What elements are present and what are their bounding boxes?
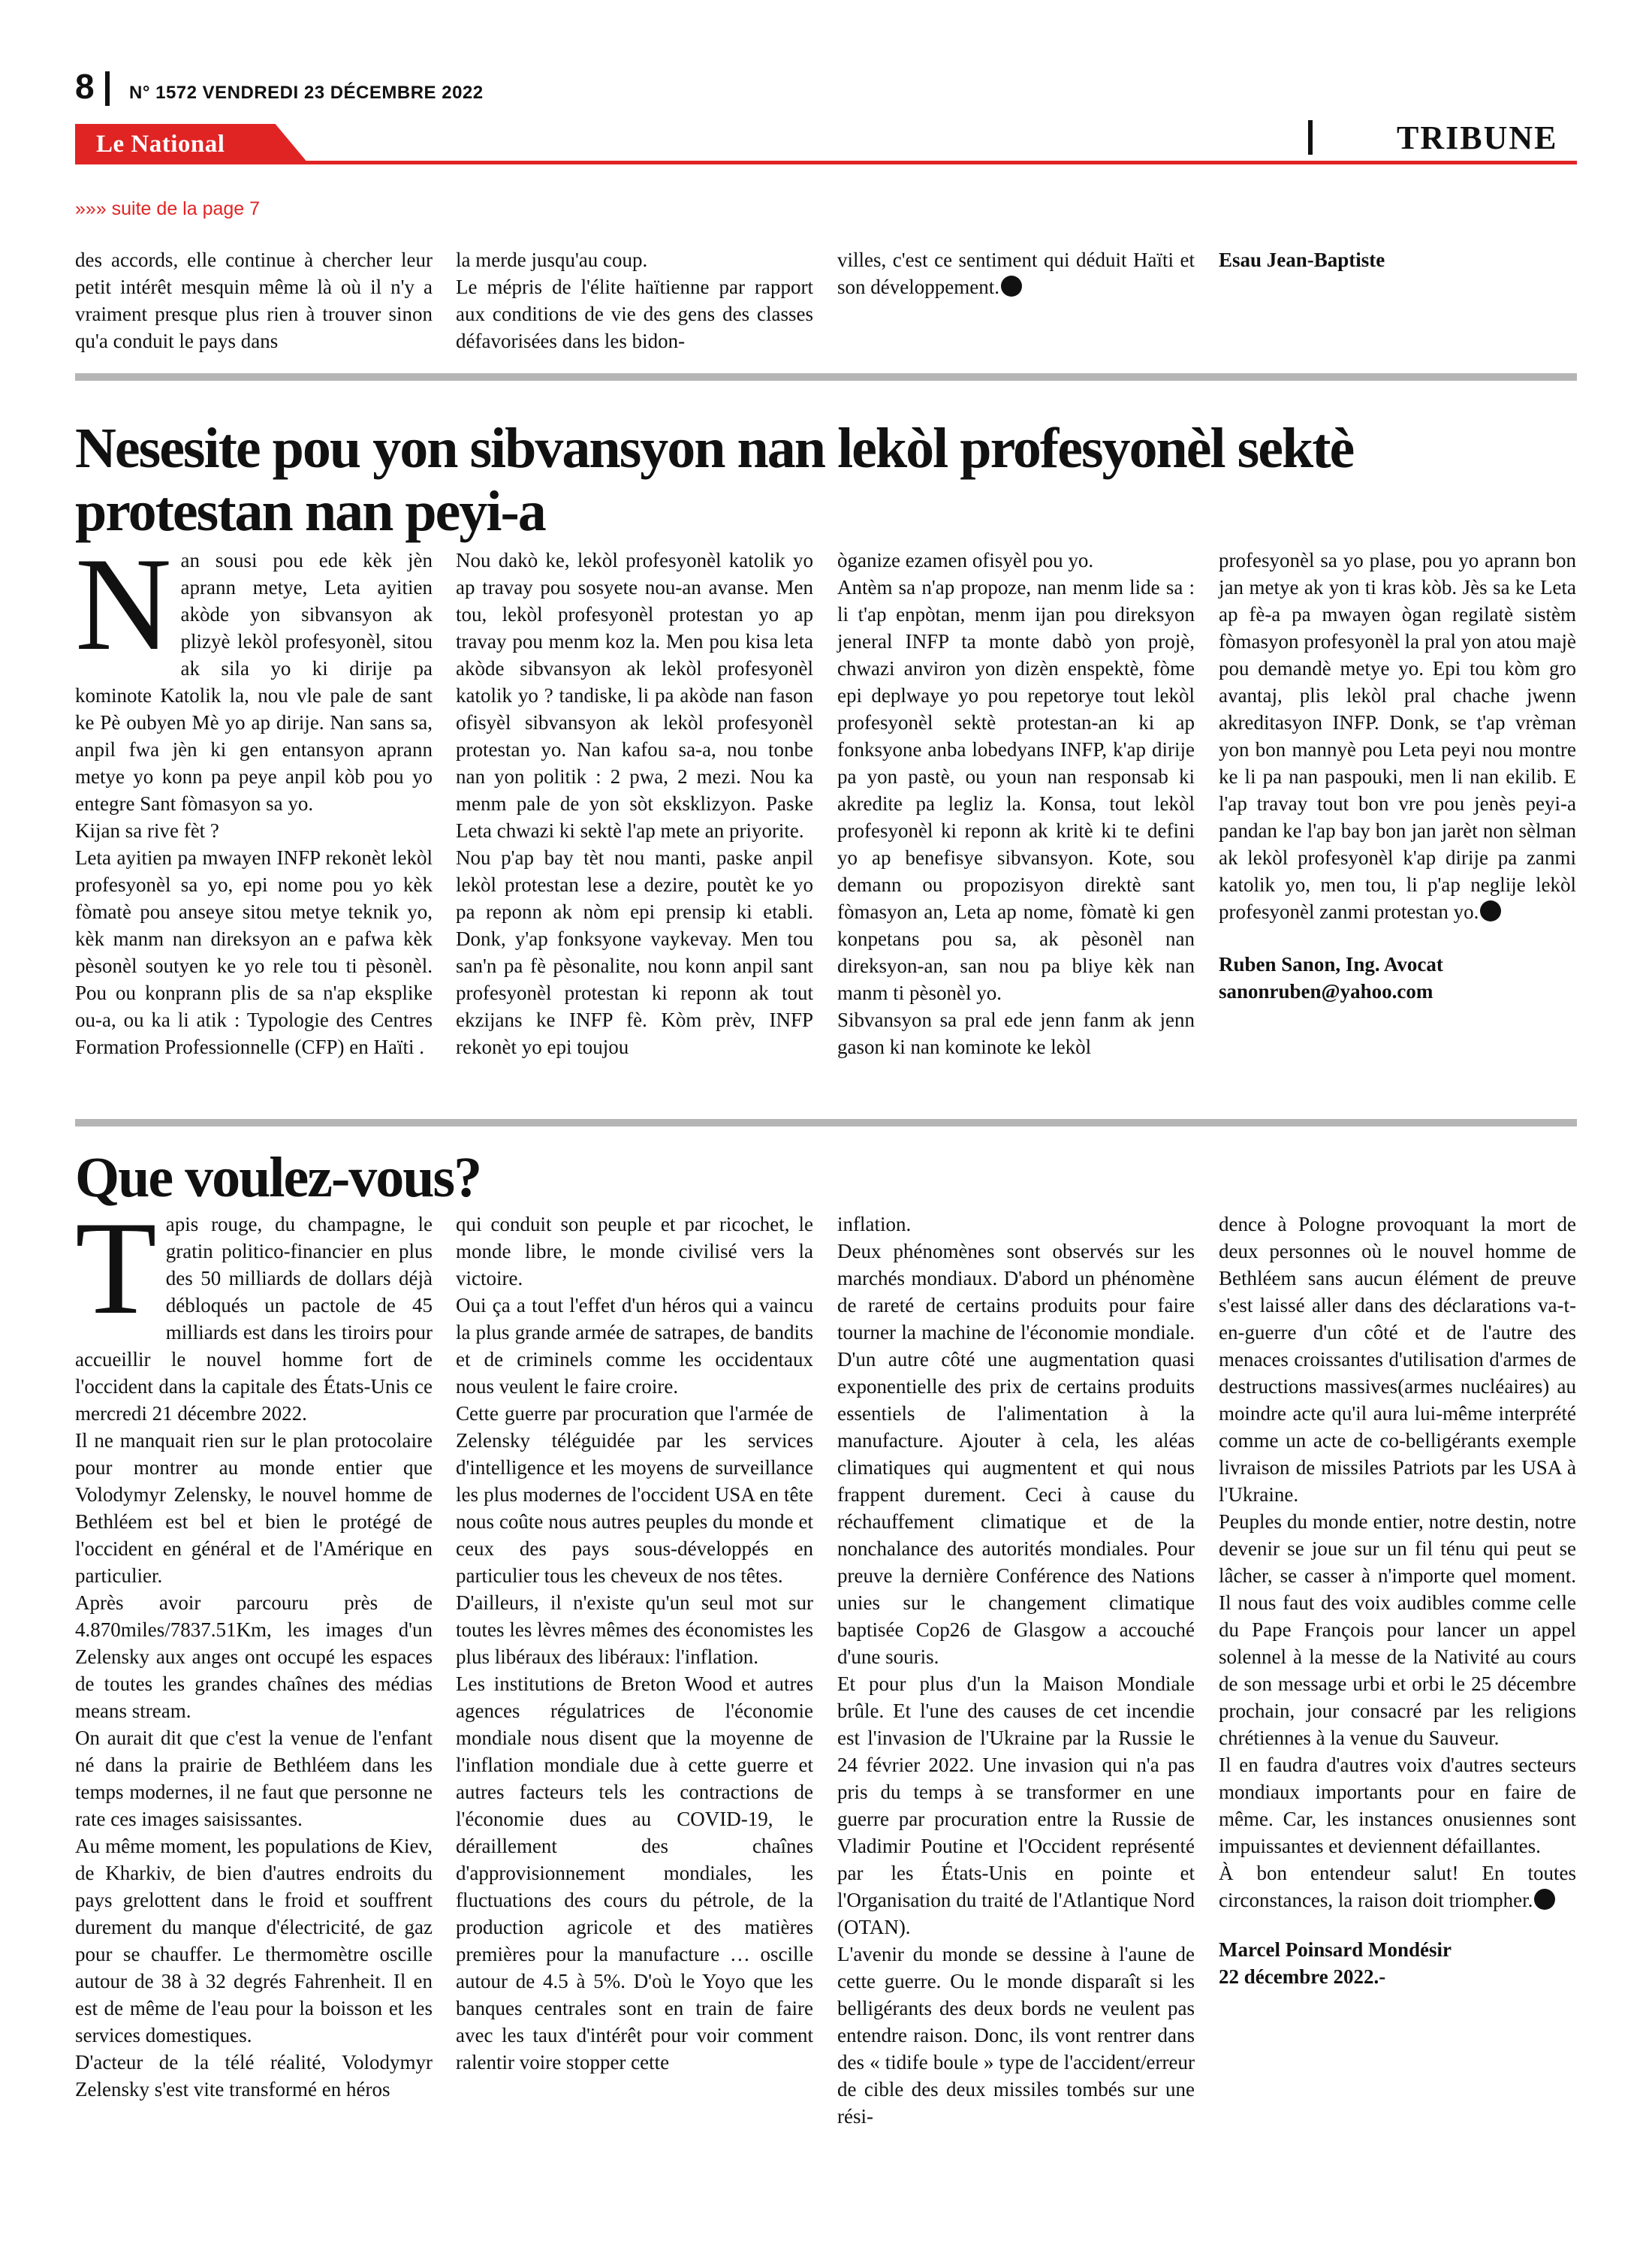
paragraph: dence à Pologne provoquant la mort de deux personnes où le nouvel homme de Bethléem sans aucun élément de preuve s'est laissé aller dans des déclarations va-t-en-guerre d'un côté et de l'autre des menaces croissantes d'utilisation d'armes de destructions massives(armes nucléaires) au moindre acte qu'il aura lui-même interprété comme un acte de co-belligérants exemple livraison de missiles Patriots par les USA à l'Ukraine.	[1219, 1213, 1576, 1506]
paragraph: Sibvansyon sa pral ede jenn fanm ak jenn gason ki nan kominote ke lekòl	[837, 1009, 1195, 1058]
author-name: Ruben Sanon, Ing. Avocat	[1219, 953, 1443, 976]
section-divider	[1308, 120, 1313, 155]
end-of-article-icon	[1480, 900, 1501, 921]
paragraph: L'avenir du monde se dessine à l'aune de cette guerre. Ou le monde disparaît si les belligérants des deux bords ne veulent pas entendre raison. Donc, ils vont rentrer dans des « tidife boule » type de l'accident/erreur de cible des deux missiles tombés sur une rési-	[837, 1943, 1195, 2128]
drop-cap: N	[75, 529, 172, 678]
section-separator	[75, 1119, 1577, 1126]
section-label: TRIBUNE	[1397, 119, 1558, 156]
article2-column-1	[75, 1193, 433, 2103]
article2-column-3	[837, 1211, 1195, 2130]
drop-cap: T	[75, 1193, 157, 1342]
paragraph: Il en faudra d'autres voix d'autres secteurs mondiaux importants pour en faire de même. Car, les instances onusiennes sont impuissantes et deviennent défaillantes.	[1219, 1754, 1576, 1857]
paragraph: Deux phénomènes sont observés sur les marchés mondiaux. D'abord un phénomène de rareté de certains produits pour faire tourner la machine de l'économie mondiale. D'un autre côté une augmentation quasi exponentielle des prix de certains produits essentiels de l'alimentation à la manufacture. Ajouter à cela, les aléas climatiques qui augmentent et qui nous frappent durement. Ceci à cause du réchauffement climatique et de la nonchalance des autorités mondiales. Pour preuve la dernière Conférence des Nations unies sur le changement climatique baptisée Cop26 de Glasgow a accouché d'une souris.	[837, 1240, 1195, 1668]
paragraph: Il ne manquait rien sur le plan protocolaire pour montrer au monde entier que Volodymyr Zelensky, le nouvel homme de Bethléem est bel et bien le protégé de l'occident en général et de l'Amérique en particulier.	[75, 1429, 433, 1587]
page-number: 8	[75, 67, 95, 106]
paragraph: Nou dakò ke, lekòl profesyonèl katolik yo ap travay pou sosyete nou-an avanse. Men tou, lekòl profesyonèl protestan yo ap travay pou menm koz la. Men pou kisa leta akòde sibvansyon ak lekòl profesyonèl katolik yo ? tandiske, li pa akòde nan fason ofisyèl sibvansyon ak lekòl profesyonèl protestan yo. Nan kafou sa-a, nou tonbe nan yon politik : 2 pwa, 2 mezi. Nou ka menm pale de yon sòt eksklizyon. Paske Leta chwazi ki sektè l'ap mete an priyorite.	[456, 549, 813, 842]
article2-column-4	[1219, 1211, 1576, 1990]
author-name: Marcel Poinsard Mondésir	[1219, 1938, 1452, 1961]
author-email[interactable]: sanonruben@yahoo.com	[1219, 980, 1433, 1003]
paragraph: Oui ça a tout l'effet d'un héros qui a vaincu la plus grande armée de satrapes, de bandits et de criminels comme les occidentaux nous veulent le faire croire.	[456, 1294, 813, 1398]
paragraph: villes, c'est ce sentiment qui déduit Haïti et son développement.	[837, 249, 1195, 298]
article-date: 22 décembre 2022.-	[1219, 1965, 1386, 1988]
end-of-article-icon	[1534, 1889, 1555, 1910]
paragraph: des accords, elle continue à chercher leur petit intérêt mesquin même là où il n'y a vraiment presque plus rien à trouver sinon qu'a conduit le pays dans	[75, 249, 433, 352]
top-article-author: Esau Jean-Baptiste	[1219, 249, 1385, 271]
paragraph: la merde jusqu'au coup.	[456, 249, 648, 271]
article1-column-3	[837, 547, 1195, 1060]
paragraph: Kijan sa rive fèt ?	[75, 819, 219, 842]
paragraph: profesyonèl sa yo plase, pou yo aprann bon jan metye ak yon ti kras kòb. Jès sa ke Leta ap fè-a pa mwayen ògan regilatè sistèm fòmasyon profesyonèl la pral yon atou majè pou demandè metye yo. Epi tou kòm gro avantaj, plis lekòl pral chache jwenn akreditasyon INFP. Donk, se t'ap vrèman yon bon mannyè pou Leta peyi nou montre ke li pa nan paspouki, men li nan ekilib. E l'ap travay tout bon vre pou jenès peyi-a pandan ke l'ap bay bon jan jarèt non sèlman ak lekòl profesyonèl k'ap dirije pa zanmi katolik yo, men tou, li p'ap neglije lekòl profesyonèl zanmi protestan yo.	[1219, 549, 1576, 923]
paragraph: On aurait dit que c'est la venue de l'enfant né dans la prairie de Bethléem dans les temps modernes, il ne faut que personne ne rate ces images saisissantes.	[75, 1727, 433, 1830]
paragraph: Nan sousi pou ede kèk jèn aprann metye, Leta ayitien akòde yon sibvansyon ak plizyè lekòl profesyonèl, sitou ak sila yo ki dirije pa kominote Katolik la, nou vle pale de sant ke Pè oubyen Mè yo ap dirije. Nan sans sa, anpil fwa jèn ki gen entansyon aprann metye yo konn pa peye anpil kòb pou yo entegre Sant fòmasyon sa yo.	[75, 529, 433, 815]
continued-from-link[interactable]: »»» suite de la page 7	[75, 198, 261, 219]
paragraph: òganize ezamen ofisyèl pou yo.	[837, 549, 1094, 572]
paragraph: Au même moment, les populations de Kiev, de Kharkiv, de bien d'autres endroits du pays grelottent dans le froid et souffrent durement du manque d'électricité, de gaz pour se chauffer. Le thermomètre oscille autour de 38 à 32 degrés Fahrenheit. Il en est de même de l'eau pour la boisson et les services domestiques.	[75, 1835, 433, 2046]
paragraph: Et pour plus d'un la Maison Mondiale brûle. Et l'une des causes de cet incendie est l'invasion de l'Ukraine par la Russie le 24 février 2022. Une invasion qui n'a pas pris du temps à se transformer en une guerre par procuration entre la Russie de Vladimir Poutine et l'Occident représenté par les États-Unis en pointe et l'Organisation du traité de l'Atlantique Nord (OTAN).	[837, 1672, 1195, 1938]
paragraph: Peuples du monde entier, notre destin, notre devenir se joue sur un fil ténu qui peut se lâcher, se casser à n'importe quel moment. Il nous faut des voix audibles comme celle du Pape François pour lancer un appel solennel à la messe de la Nativité au cours de son message urbi et orbi le 25 décembre prochain, jour consacré par les religions chrétiennes à la venue du Sauveur.	[1219, 1510, 1576, 1749]
article-headline: Nesesite pou yon sibvansyon nan lekòl profesyonèl sektè protestan nan peyi-a	[75, 417, 1354, 543]
paragraph: À bon entendeur salut! En toutes circonstances, la raison doit triompher.	[1219, 1862, 1576, 1911]
paragraph: Après avoir parcouru près de 4.870miles/7837.51Km, les images d'un Zelensky aux anges ont occupé les espaces de toutes les grandes chaînes des médias means stream.	[75, 1591, 433, 1722]
paragraph: Cette guerre par procuration que l'armée de Zelensky téléguidée par les services d'intelligence et les moyens de surveillance les plus modernes de l'occident USA en tête nous coûte nous autres peuples du monde et ceux des pays sous-développés en particulier tous les cheveux de nos têtes.	[456, 1402, 813, 1587]
paragraph: Les institutions de Breton Wood et autres agences régulatrices de l'économie mondiale nous disent que la moyenne de l'inflation mondiale due à cette guerre et autres facteurs tels les contractions de l'économie dues au COVID-19, le déraillement des chaînes d'approvisionnement mondiales, les fluctuations des cours du pétrole, de la production agricole et des matières premières pour la manufacture … oscille autour de 4.5 à 5%. D'où le Yoyo que les banques centrales sont en train de faire avec les taux d'intérêt pour voir comment ralentir voire stopper cette	[456, 1672, 813, 2074]
paragraph: Le mépris de l'élite haïtienne par rapport aux conditions de vie des gens des classes défavorisées dans les bidon-	[456, 276, 813, 352]
top-article-column-3	[837, 246, 1195, 300]
newspaper-name: Le National	[96, 131, 225, 158]
paragraph: D'acteur de la télé réalité, Volodymyr Zelensky s'est vite transformé en héros	[75, 2051, 433, 2101]
top-article-column-2	[456, 246, 813, 354]
header-divider	[105, 71, 110, 106]
article1-column-2	[456, 547, 813, 1060]
paragraph: Antèm sa n'ap propoze, nan menm lide sa : li t'ap enpòtan, menm ijan pou direksyon jeneral INFP ta monte dabò yon projè, chwazi anviron yon dizèn enspektè, fòme epi deplwaye yo pou repetorye tout lekòl profesyonèl sektè protestan-an ki ap fonksyone anba lobedyans INFP, k'ap dirije pa yon pastè, ou youn nan responsab ki akredite pa legliz la. Konsa, tout lekòl profesyonèl ki reponn ak kritè ki te defini yo ap benefisye sibvansyon. Kote, sou demann ou propozisyon direktè sant fòmasyon an, Leta ap nome, fòmatè ki gen konpetans pou sa, ak pèsonèl nan direksyon-an, san nou pa bliye kèk nan manm ti pèsonèl yo.	[837, 576, 1195, 1004]
article2-column-2	[456, 1211, 813, 2076]
top-article-column-1	[75, 246, 433, 354]
paragraph: Nou p'ap bay tèt nou manti, paske anpil lekòl protestan lese a dezire, poutèt ke yo pa reponn ak nòm epi prensip ki etabli. Donk, y'ap fonksyone vaykevay. Men tou san'n pa fè pèsonalite, nou konn anpil sant profesyonèl protestan ki reponn ak tout ekzijans ke INFP fè. Kòm prèv, INFP rekonèt yo epi toujou	[456, 846, 813, 1058]
section-separator	[75, 373, 1577, 381]
paragraph: Leta ayitien pa mwayen INFP rekonèt lekòl profesyonèl sa yo, epi nome pou yo kèk fòmatè pou anseye sitou metye teknik yo, kèk manm nan direksyon an e pafwa kèk pèsonèl soutyen ke yo rele tou ti pèsonèl. Pou ou konprann plis de sa n'ap eksplike ou-a, ou ka li atik : Typologie des Centres Formation Professionnelle (CFP) en Haïti .	[75, 846, 433, 1058]
header-red-rule	[75, 161, 1577, 164]
issue-dateline: N° 1572 VENDREDI 23 DÉCEMBRE 2022	[129, 83, 484, 103]
article1-column-1	[75, 529, 433, 1060]
article1-column-4	[1219, 547, 1576, 1005]
paragraph: Tapis rouge, du champagne, le gratin politico-financier en plus des 50 milliards de dollars déjà débloqués un pactole de 45 milliards est dans les tiroirs pour accueillir le nouvel homme fort de l'occident dans la capitale des États-Unis ce mercredi 21 décembre 2022.	[75, 1193, 433, 1425]
paragraph: D'ailleurs, il n'existe qu'un seul mot sur toutes les lèvres mêmes des économistes les plus libéraux des libéraux: l'inflation.	[456, 1591, 813, 1668]
end-of-article-icon	[1001, 276, 1022, 297]
article-headline: Que voulez-vous?	[75, 1146, 481, 1209]
paragraph: qui conduit son peuple et par ricochet, le monde libre, le monde civilisé vers la victoire.	[456, 1213, 813, 1289]
paragraph: inflation.	[837, 1213, 912, 1235]
